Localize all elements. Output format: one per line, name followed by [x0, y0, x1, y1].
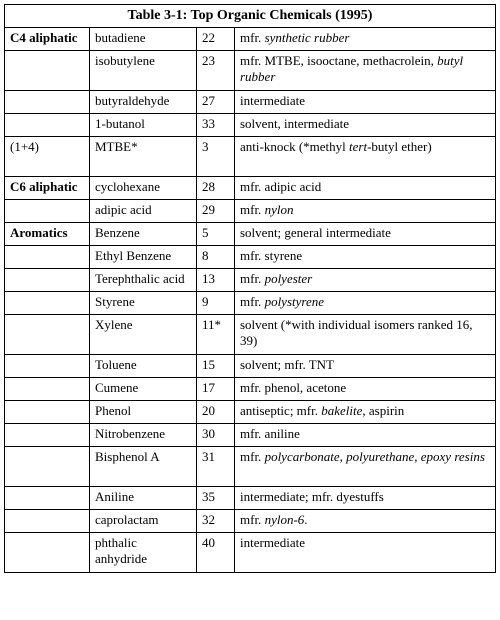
use-cell: [235, 447, 496, 487]
chemical-cell: Phenol: [90, 401, 197, 424]
use-text: polystyrene: [264, 294, 325, 309]
chemical-cell: MTBE*: [90, 137, 197, 177]
table-row: [5, 51, 496, 91]
rank-cell: 3: [197, 137, 235, 177]
use-text: tert: [349, 139, 368, 154]
rank-cell: 5: [197, 223, 235, 246]
rank-cell: 15: [197, 355, 235, 378]
use-text: mfr.: [240, 271, 265, 286]
rank-cell: 11*: [197, 315, 235, 355]
category-cell: [5, 269, 90, 292]
use-text: solvent; general intermediate: [240, 225, 391, 240]
rank-cell: 30: [197, 424, 235, 447]
use-text: solvent (*with individual isomers ranked 16, 39): [240, 317, 473, 348]
category-cell: [5, 355, 90, 378]
use-cell: [235, 355, 496, 378]
chemical-cell: Xylene: [90, 315, 197, 355]
chemical-cell: Aniline: [90, 487, 197, 510]
chemical-cell: isobutylene: [90, 51, 197, 91]
use-text: .: [304, 512, 308, 527]
use-text: mfr.: [240, 449, 265, 464]
table-row: [5, 355, 496, 378]
use-text: antiseptic; mfr.: [240, 403, 322, 418]
chemicals-table: [4, 4, 496, 573]
table-row: [5, 200, 496, 223]
use-text: intermediate: [240, 93, 305, 108]
category-cell: [5, 292, 90, 315]
use-text: -butyl ether): [367, 139, 432, 154]
use-cell: [235, 292, 496, 315]
category-cell: [5, 510, 90, 533]
table-row: [5, 114, 496, 137]
rank-cell: 40: [197, 533, 235, 573]
use-text: solvent; mfr. TNT: [240, 357, 335, 372]
category-cell: [5, 424, 90, 447]
use-text: synthetic rubber: [264, 30, 350, 45]
chemical-cell: adipic acid: [90, 200, 197, 223]
category-cell: Aromatics: [5, 223, 90, 246]
rank-cell: 33: [197, 114, 235, 137]
table-row: [5, 292, 496, 315]
rank-cell: 17: [197, 378, 235, 401]
rank-cell: 23: [197, 51, 235, 91]
table-row: [5, 447, 496, 487]
chemical-cell: phthalic anhydride: [90, 533, 197, 573]
category-cell: [5, 114, 90, 137]
table-row: [5, 487, 496, 510]
use-cell: [235, 137, 496, 177]
table-row: [5, 28, 496, 51]
use-cell: [235, 487, 496, 510]
use-text: polyester: [264, 271, 313, 286]
category-cell: C4 aliphatic: [5, 28, 90, 51]
table-row: [5, 378, 496, 401]
category-cell: [5, 246, 90, 269]
category-cell: [5, 378, 90, 401]
use-text: nylon-6: [264, 512, 305, 527]
table-row: [5, 246, 496, 269]
chemical-cell: butyraldehyde: [90, 91, 197, 114]
table-row: [5, 223, 496, 246]
chemical-cell: Styrene: [90, 292, 197, 315]
use-text: mfr.: [240, 202, 265, 217]
chemical-cell: Terephthalic acid: [90, 269, 197, 292]
category-cell: (1+4): [5, 137, 90, 177]
use-cell: [235, 533, 496, 573]
use-cell: [235, 510, 496, 533]
table-row: [5, 401, 496, 424]
rank-cell: 22: [197, 28, 235, 51]
table-row: [5, 315, 496, 355]
use-cell: [235, 91, 496, 114]
table-row: [5, 177, 496, 200]
chemical-cell: caprolactam: [90, 510, 197, 533]
use-cell: [235, 269, 496, 292]
use-text: mfr. styrene: [240, 248, 303, 263]
table-row: [5, 533, 496, 573]
rank-cell: 9: [197, 292, 235, 315]
chemical-cell: butadiene: [90, 28, 197, 51]
table-row: [5, 424, 496, 447]
chemical-cell: Benzene: [90, 223, 197, 246]
category-cell: [5, 91, 90, 114]
category-cell: [5, 401, 90, 424]
use-text: intermediate: [240, 535, 305, 550]
use-text: mfr. aniline: [240, 426, 300, 441]
use-text: intermediate; mfr. dyestuffs: [240, 489, 384, 504]
rank-cell: 20: [197, 401, 235, 424]
use-text: bakelite: [321, 403, 363, 418]
table-row: [5, 91, 496, 114]
use-cell: [235, 200, 496, 223]
use-text: polycarbonate, polyurethane, epoxy resins: [264, 449, 485, 464]
use-cell: [235, 246, 496, 269]
use-text: mfr. phenol, acetone: [240, 380, 347, 395]
rank-cell: 29: [197, 200, 235, 223]
chemical-cell: cyclohexane: [90, 177, 197, 200]
use-cell: [235, 177, 496, 200]
use-cell: [235, 315, 496, 355]
table-title: Table 3-1: Top Organic Chemicals (1995): [5, 5, 496, 28]
rank-cell: 28: [197, 177, 235, 200]
use-cell: [235, 378, 496, 401]
use-text: mfr.: [240, 30, 265, 45]
category-cell: [5, 315, 90, 355]
rank-cell: 32: [197, 510, 235, 533]
use-text: solvent, intermediate: [240, 116, 350, 131]
category-cell: [5, 200, 90, 223]
category-cell: [5, 533, 90, 573]
chemical-cell: Toluene: [90, 355, 197, 378]
use-cell: [235, 223, 496, 246]
use-text: mfr.: [240, 294, 265, 309]
category-cell: [5, 51, 90, 91]
rank-cell: 27: [197, 91, 235, 114]
use-cell: [235, 51, 496, 91]
table-row: [5, 269, 496, 292]
use-text: mfr.: [240, 512, 265, 527]
category-cell: C6 aliphatic: [5, 177, 90, 200]
chemical-cell: Ethyl Benzene: [90, 246, 197, 269]
use-text: mfr. adipic acid: [240, 179, 322, 194]
rank-cell: 31: [197, 447, 235, 487]
use-text: nylon: [264, 202, 294, 217]
use-cell: [235, 114, 496, 137]
category-cell: [5, 487, 90, 510]
chemical-cell: Cumene: [90, 378, 197, 401]
use-cell: [235, 424, 496, 447]
use-cell: [235, 28, 496, 51]
rank-cell: 8: [197, 246, 235, 269]
rank-cell: 13: [197, 269, 235, 292]
table-row: [5, 510, 496, 533]
chemical-cell: 1-butanol: [90, 114, 197, 137]
use-text: butyl rubber: [240, 53, 464, 84]
use-text: mfr. MTBE, isooctane, methacrolein,: [240, 53, 438, 68]
use-cell: [235, 401, 496, 424]
table-row: [5, 137, 496, 177]
chemical-cell: Nitrobenzene: [90, 424, 197, 447]
rank-cell: 35: [197, 487, 235, 510]
table-body: [5, 28, 496, 573]
chemical-cell: Bisphenol A: [90, 447, 197, 487]
use-text: anti-knock (*methyl: [240, 139, 350, 154]
category-cell: [5, 447, 90, 487]
use-text: , aspirin: [362, 403, 405, 418]
